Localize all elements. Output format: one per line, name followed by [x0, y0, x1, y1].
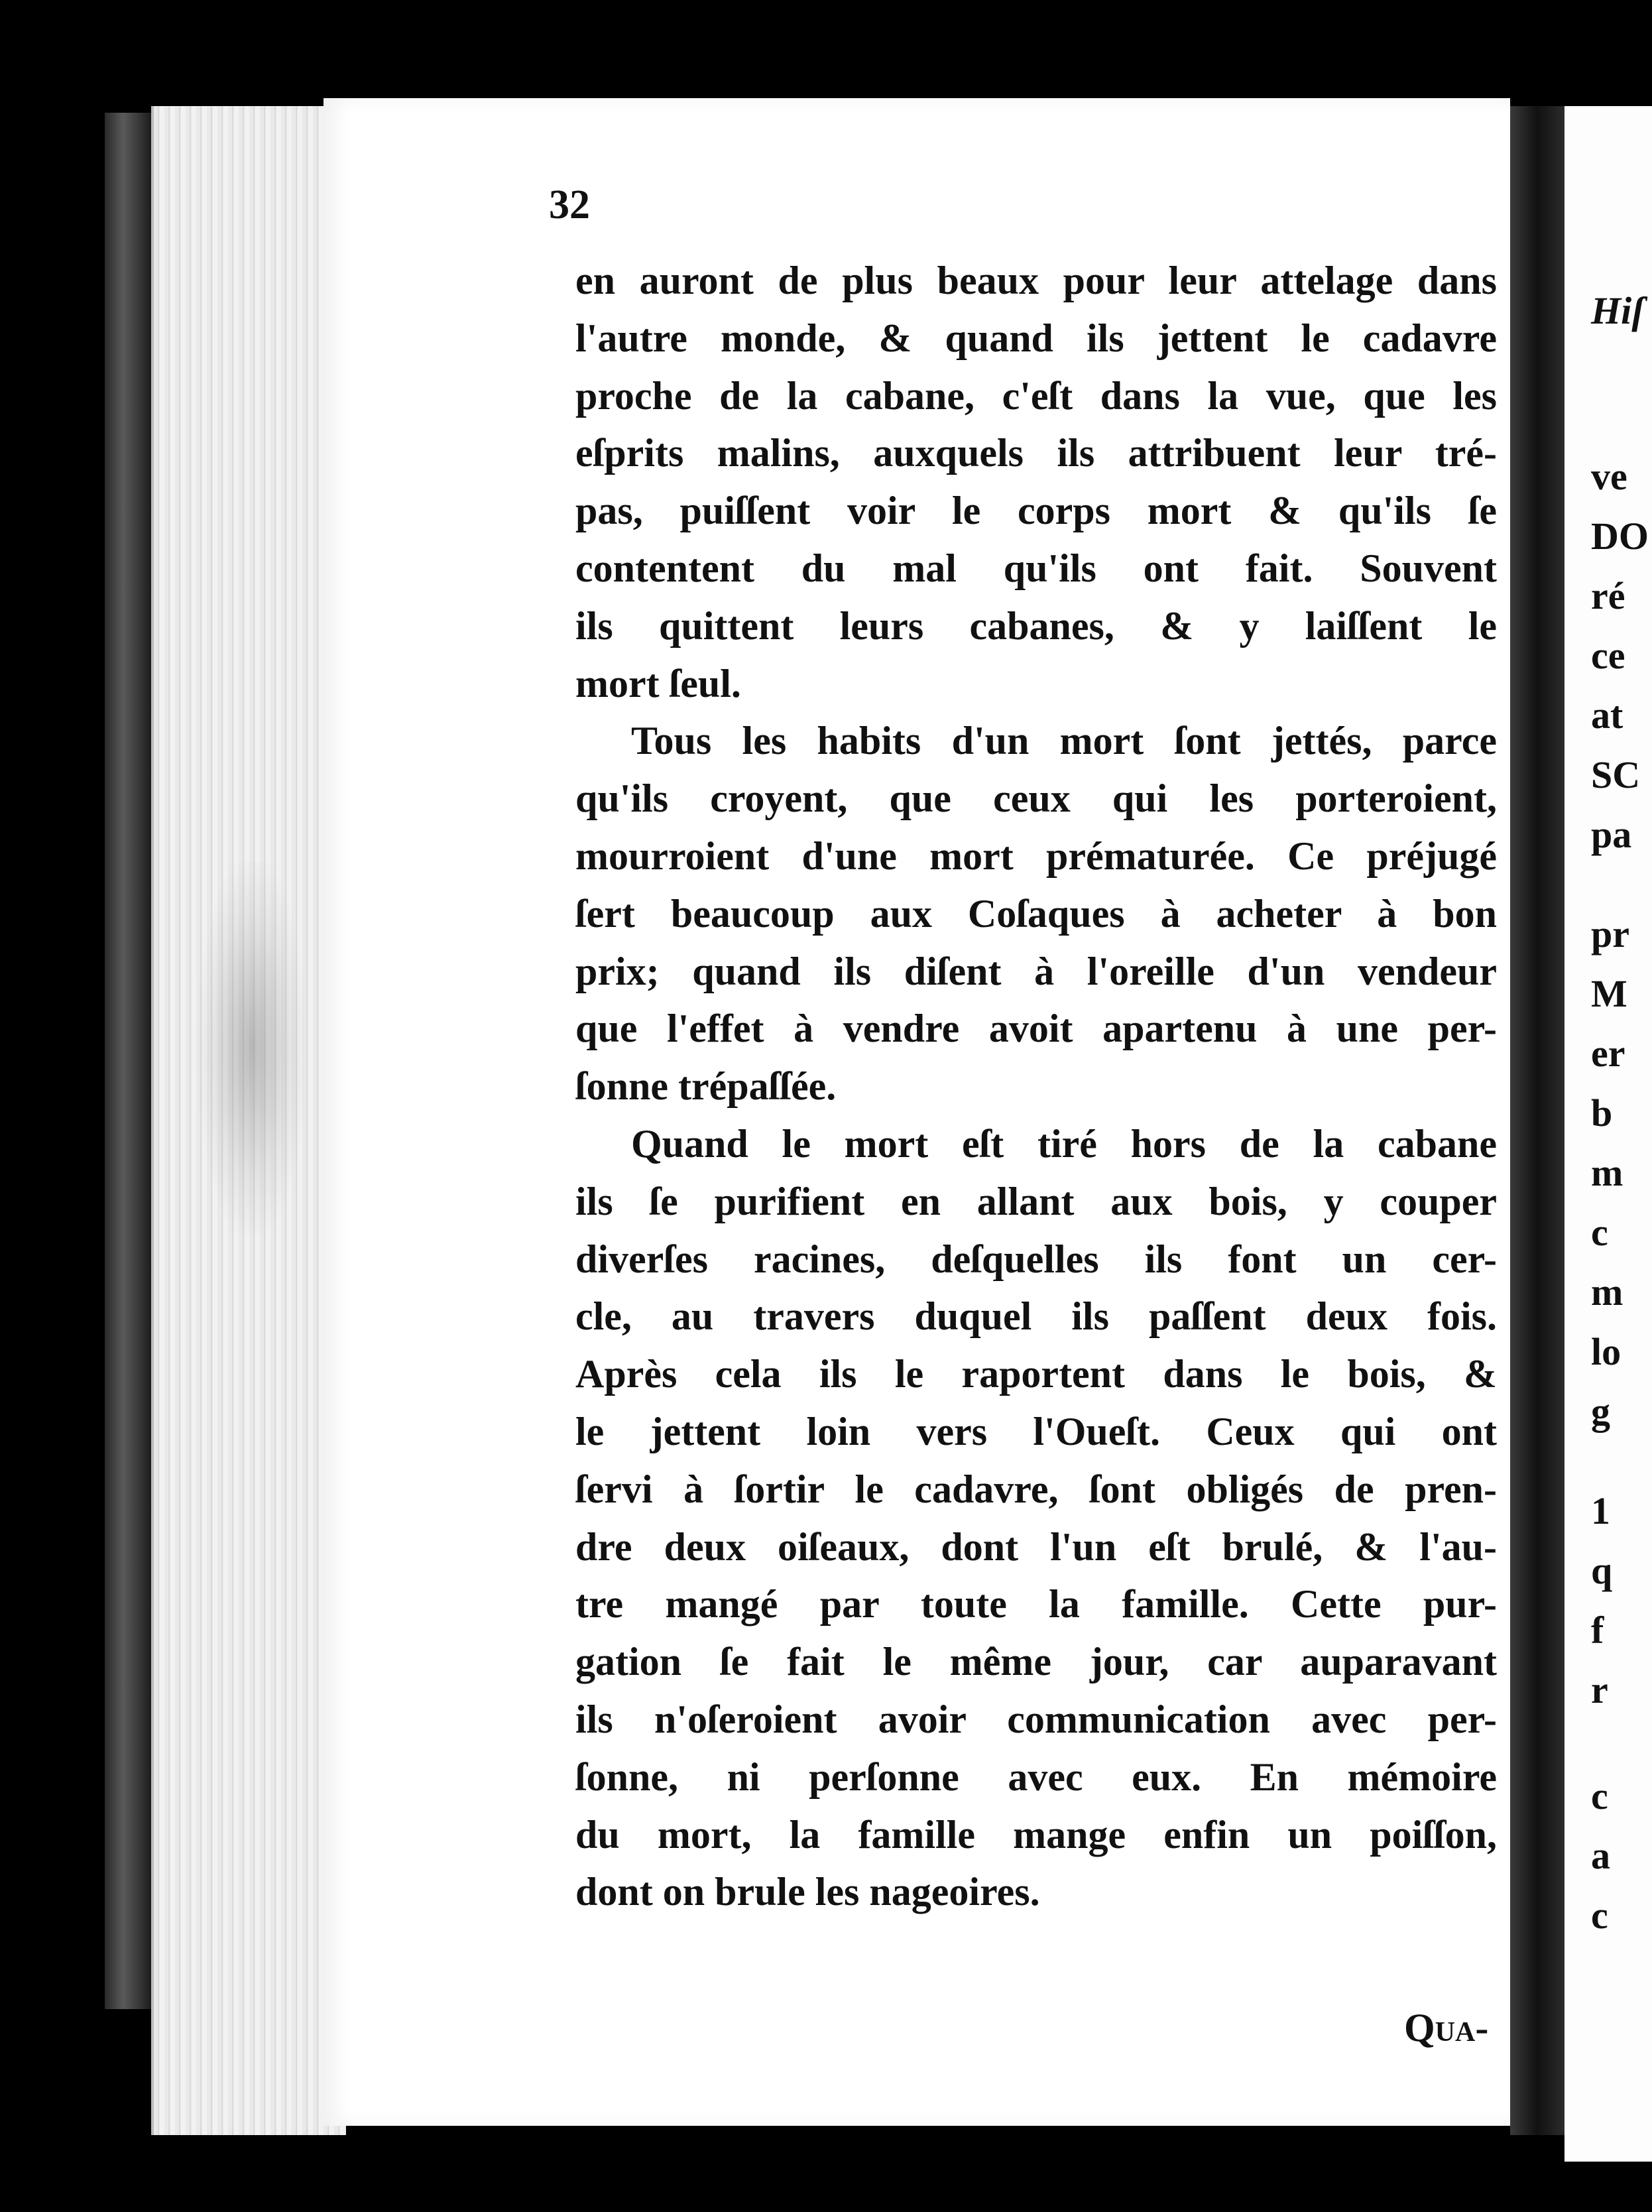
facing-page-fragment: q [1591, 1549, 1613, 1592]
text-line: dont on brule les nageoires. [575, 1870, 1040, 1914]
text-line: proche de la cabane, c'eſt dans la vue, que les [575, 373, 1497, 418]
facing-page-fragment: DO [1591, 515, 1649, 558]
text-line: que l'effet à vendre avoit apartenu à une per- [575, 1007, 1497, 1051]
facing-page-fragment: SC [1591, 753, 1641, 796]
text-line: dre deux oiſeaux, dont l'un eſt brulé, & l'au- [575, 1524, 1497, 1569]
facing-page-fragment: a [1591, 1834, 1610, 1877]
text-line: Quand le mort eſt tiré hors de la cabane [631, 1121, 1497, 1166]
facing-page-fragment: r [1591, 1668, 1608, 1711]
text-line: ils quittent leurs cabanes, & y laiſſent le [575, 603, 1497, 648]
catchword: Qua- [1404, 2006, 1489, 2050]
text-line: pas, puiſſent voir le corps mort & qu'ils ſe [575, 489, 1497, 533]
text-line: l'autre monde, & quand ils jettent le cadavre [575, 316, 1497, 360]
text-line: diverſes racines, deſquelles ils font un cer- [575, 1237, 1497, 1281]
facing-page-fragment: at [1591, 694, 1623, 737]
text-line: cle, au travers duquel ils paſſent deux fois. [575, 1294, 1497, 1339]
text-line: mort ſeul. [575, 661, 741, 706]
facing-page-fragment: m [1591, 1270, 1623, 1314]
text-line: gation ſe fait le même jour, car auparavant [575, 1640, 1497, 1684]
facing-page-title: Hiſ [1591, 289, 1645, 332]
text-line: Après cela ils le raportent dans le bois, & [575, 1352, 1497, 1396]
text-line: Tous les habits d'un mort ſont jettés, parce [631, 719, 1497, 763]
text-line: le jettent loin vers l'Oueſt. Ceux qui ont [575, 1409, 1497, 1453]
facing-page-fragment: g [1591, 1390, 1610, 1433]
facing-page-fragment: f [1591, 1609, 1604, 1652]
text-line: ſert beaucoup aux Coſaques à acheter à bon [575, 891, 1497, 936]
facing-page-fragment: c [1591, 1894, 1608, 1937]
text-line: mourroient d'une mort prématurée. Ce préjugé [575, 833, 1497, 878]
text-line: ſervi à ſortir le cadavre, ſont obligés de pren- [575, 1467, 1497, 1511]
page-number: 32 [549, 182, 590, 227]
text-line: en auront de plus beaux pour leur attelage dans [575, 259, 1497, 302]
book-spine-edge [105, 113, 151, 2009]
facing-page-fragment: lo [1591, 1330, 1622, 1373]
facing-page-fragment: m [1591, 1151, 1623, 1194]
facing-page-fragment: c [1591, 1774, 1608, 1817]
text-line: eſprits malins, auxquels ils attribuent leur tré- [575, 431, 1497, 475]
facing-page-fragment: ve [1591, 455, 1627, 498]
text-line: qu'ils croyent, que ceux qui les porteroient, [575, 776, 1497, 821]
facing-page-fragment: M [1591, 972, 1627, 1015]
facing-page-fragment: ré [1591, 574, 1625, 617]
text-line: ſonne trépaſſée. [575, 1064, 837, 1109]
facing-page-fragment: ce [1591, 634, 1625, 677]
facing-page-fragment: er [1591, 1032, 1625, 1075]
text-line: du mort, la famille mange enfin un poiſſon, [575, 1812, 1497, 1857]
facing-page-fragment: pa [1591, 813, 1632, 856]
text-line: contentent du mal qu'ils ont fait. Souvent [575, 546, 1497, 590]
edge-stamp-smudge [199, 862, 305, 1233]
text-line: tre mangé par toute la famille. Cette pur- [575, 1582, 1497, 1627]
facing-page-fragment: c [1591, 1211, 1608, 1254]
text-line: ils ſe purifient en allant aux bois, y couper [575, 1179, 1497, 1223]
facing-page-fragment: pr [1591, 912, 1629, 955]
text-line: ils n'oſeroient avoir communication avec per- [575, 1697, 1497, 1741]
book-gutter [1510, 106, 1564, 2135]
body-text [575, 252, 1497, 1921]
text-line: ſonne, ni perſonne avec eux. En mémoire [575, 1754, 1497, 1799]
facing-page-fragment: 1 [1591, 1489, 1610, 1532]
text-line: prix; quand ils diſent à l'oreille d'un vendeur [575, 949, 1497, 993]
facing-page-fragment: b [1591, 1091, 1613, 1135]
